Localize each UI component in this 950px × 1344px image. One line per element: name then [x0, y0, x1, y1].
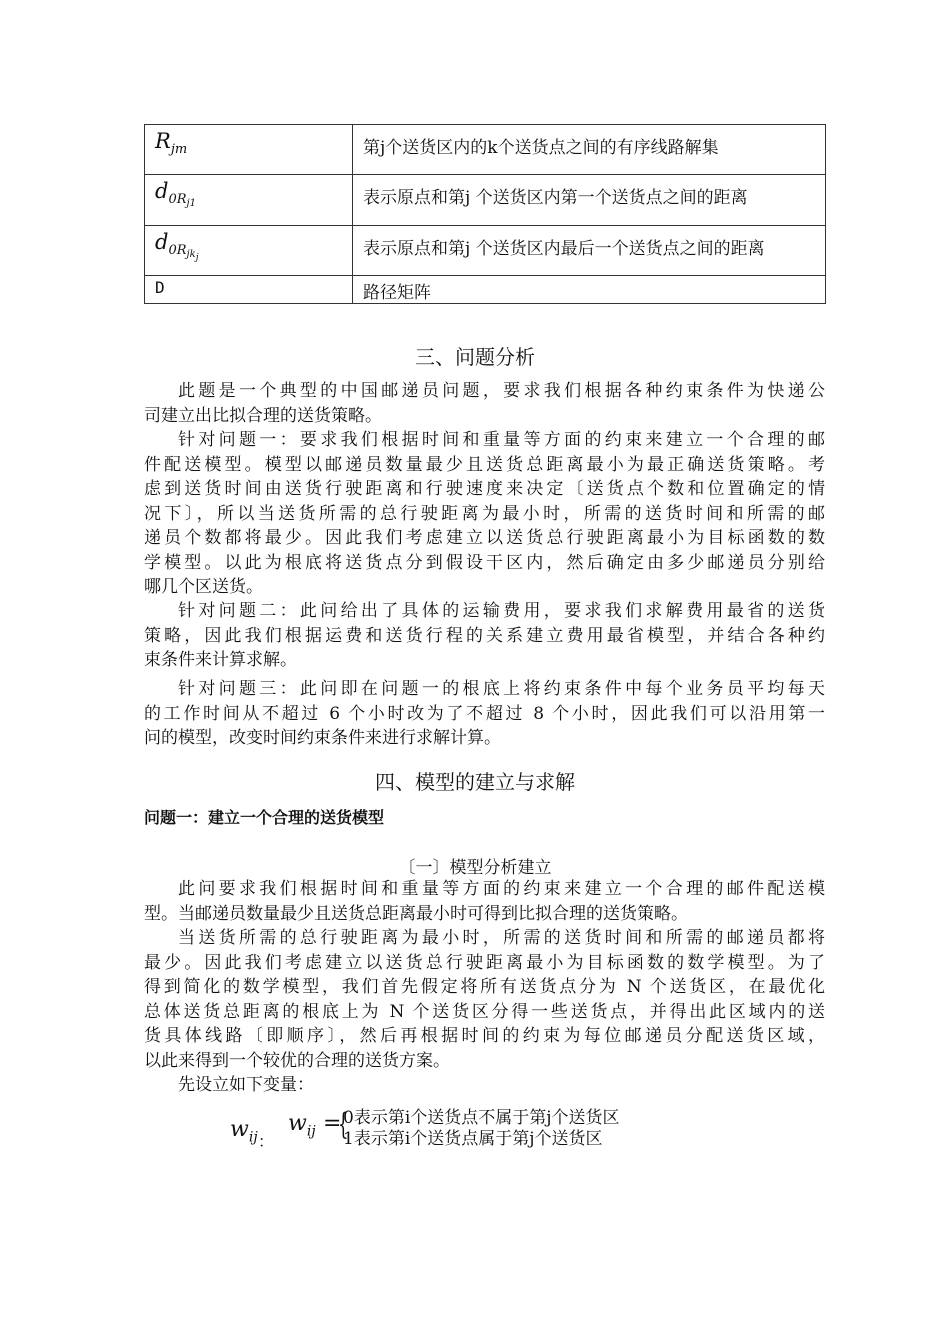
text-line: 当送货所需的总行驶距离为最小时，所需的送货时间和所需的邮递员都将 [178, 928, 825, 948]
symbol-cell [145, 175, 353, 226]
text-line: 问的模型，改变时间约束条件来进行求解计算。 [144, 728, 501, 748]
formula-equals: = [323, 1111, 342, 1136]
symbol-table [144, 124, 826, 304]
symbol-text: D [155, 278, 165, 297]
symbol-cell [145, 125, 353, 175]
symbol-subscript-3: j [195, 253, 199, 264]
symbol-subscript: 0R [168, 192, 187, 208]
description-text: 第j个送货区内的k个送货点之间的有序线路解集 [363, 138, 719, 158]
paragraph [144, 1073, 825, 1098]
text-line: 货具体线路〔即顺序〕，然后再根据时间的约束为每位邮递员分配送货区域， [144, 1026, 825, 1046]
text-line: 司建立出比拟合理的送货策略。 [144, 405, 382, 426]
description-text: 表示原点和第j 个送货区内最后一个送货点之间的距离 [363, 239, 765, 259]
text-line: 哪几个区送货。 [144, 577, 263, 597]
paragraph [144, 926, 825, 1073]
text-line: 针对问题三：此问即在问题一的根底上将约束条件中每个业务员平均每天 [178, 679, 825, 699]
symbol-subscript: jm [170, 142, 188, 158]
symbol-cell [145, 276, 353, 304]
description-cell [353, 125, 826, 175]
section-heading: 三、问题分析 [415, 345, 535, 369]
description-cell [353, 276, 826, 304]
paragraph [144, 677, 825, 751]
text-line: 况下〕，所以当送货所需的总行驶距离为最小时，所需的送货时间和所需的邮 [144, 503, 825, 524]
symbol-subscript-2: jk [186, 249, 196, 261]
paragraph [144, 428, 825, 600]
paragraph [144, 379, 825, 428]
variable-definition-formula [230, 1103, 690, 1153]
text-line: 针对问题一：要求我们根据时间和重量等方面的约束来建立一个合理的邮 [178, 430, 825, 450]
description-text: 路径矩阵 [363, 283, 431, 303]
text-line: 此题是一个典型的中国邮递员问题，要求我们根据各种约束条件为快递公 [178, 381, 825, 401]
formula-case-1: 1表示第i个送货点属于第j个送货区 [343, 1129, 603, 1149]
text-line: 以此来得到一个较优的合理的送货方案。 [144, 1050, 450, 1071]
formula-case-0: 0表示第i个送货点不属于第j个送货区 [343, 1108, 620, 1128]
table-row [145, 125, 826, 175]
table-row [145, 175, 826, 226]
text-line: 束条件来计算求解。 [144, 650, 297, 670]
text-line: 的工作时间从不超过 6 个小时改为了不超过 8 个小时，因此我们可以沿用第一 [144, 703, 825, 724]
formula-brace: { [338, 1107, 349, 1142]
symbol-subscript: 0R [168, 243, 187, 259]
text-line: 得到简化的数学模型，我们首先假定将所有送货点分为 N 个送货区，在最优化 [144, 977, 825, 997]
symbol-base: d [155, 230, 169, 254]
symbol-cell [145, 226, 353, 276]
text-line: 策略，因此我们根据运费和送货行程的关系建立费用最省模型，并结合各种约 [144, 625, 825, 646]
description-cell [353, 226, 826, 276]
text-line: 件配送模型。模型以邮递员数量最少且送货总距离最小为最正确送货策略。考 [144, 454, 825, 475]
paragraph [144, 877, 825, 926]
problem-heading: 问题一：建立一个合理的送货模型 [144, 808, 385, 827]
text-line: 型。当邮递员数量最少且送货总距离最小时可得到比拟合理的送货策略。 [144, 903, 688, 924]
table-row [145, 226, 826, 276]
text-line: 学模型。以此为根底将送货点分到假设干区内，然后确定由多少邮递员分别给 [144, 552, 825, 573]
text-line: 针对问题二：此问给出了具体的运输费用，要求我们求解费用最省的送货 [178, 601, 825, 621]
symbol-base: R [155, 129, 171, 153]
text-line: 总体送货总距离的根底上为 N 个送货区分得一些送货点，并得出此区域内的送 [144, 1001, 825, 1022]
formula-variable: $w_{ij}$ [230, 1117, 258, 1146]
symbol-subscript-2: j1 [186, 198, 196, 210]
table-row [145, 276, 826, 304]
text-line: 此问要求我们根据时间和重量等方面的约束来建立一个合理的邮件配送模 [178, 879, 825, 899]
text-line: 先设立如下变量： [178, 1075, 314, 1095]
text-line: 最少。因此我们考虑建立以送货总行驶距离最小为目标函数的数学模型。为了 [144, 952, 825, 973]
text-line: 递员个数都将最少。因此我们考虑建立以送货总行驶距离最小为目标函数的数 [144, 528, 825, 548]
symbol-base: d [155, 179, 169, 203]
formula-separator: ： [258, 1132, 275, 1151]
formula-variable-lhs: $w_{ij}$ [288, 1111, 316, 1140]
subsection-heading: 〔一〕模型分析建立 [398, 858, 552, 878]
text-line: 虑到送货时间由送货行驶距离和行驶速度来决定〔送货点个数和位置确定的情 [144, 479, 825, 499]
section-heading: 四、模型的建立与求解 [375, 770, 575, 794]
paragraph [144, 599, 825, 673]
description-text: 表示原点和第j 个送货区内第一个送货点之间的距离 [363, 188, 748, 208]
description-cell [353, 175, 826, 226]
